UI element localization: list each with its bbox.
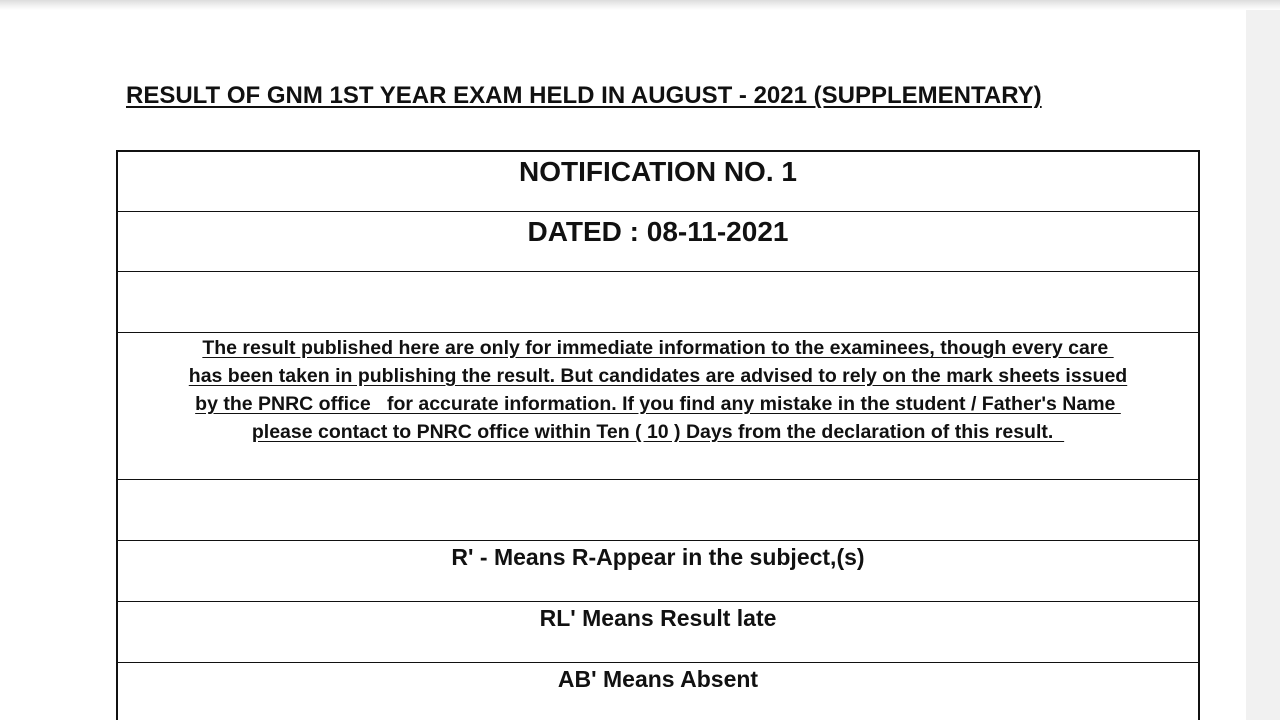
legend-absent: AB' Means Absent xyxy=(557,666,759,692)
toolbar-shadow xyxy=(0,0,1280,10)
disclaimer-line: The result published here are only for immediate information to the examinees, though every care xyxy=(202,337,1114,359)
blank-row xyxy=(118,272,1198,333)
disclaimer-row xyxy=(118,333,1198,480)
legend-row-reappear xyxy=(118,541,1198,602)
scrollbar-track[interactable] xyxy=(1246,10,1280,720)
disclaimer-line: by the PNRC office for accurate information. If you find any mistake in the student / Father's Name xyxy=(195,393,1121,415)
disclaimer-line: please contact to PNRC office within Ten ( 10 ) Days from the declaration of this result. xyxy=(251,421,1065,443)
legend-result-late: RL' Means Result late xyxy=(539,605,777,631)
blank-row xyxy=(118,480,1198,541)
notification-row xyxy=(118,152,1198,212)
legend-row-result-late xyxy=(118,602,1198,663)
disclaimer-text xyxy=(118,334,1198,446)
disclaimer-line: has been taken in publishing the result. But candidates are advised to rely on the mark sheets issued xyxy=(188,365,1128,387)
dated-row xyxy=(118,212,1198,272)
legend-reappear: R' - Means R-Appear in the subject,(s) xyxy=(451,544,865,570)
notification-date: DATED : 08-11-2021 xyxy=(527,216,789,247)
notification-number: NOTIFICATION NO. 1 xyxy=(519,156,797,187)
result-sheet xyxy=(116,150,1200,720)
result-title: RESULT OF GNM 1ST YEAR EXAM HELD IN AUGUST - 2021 (SUPPLEMENTARY) xyxy=(126,82,1042,109)
legend-row-absent xyxy=(118,663,1198,720)
